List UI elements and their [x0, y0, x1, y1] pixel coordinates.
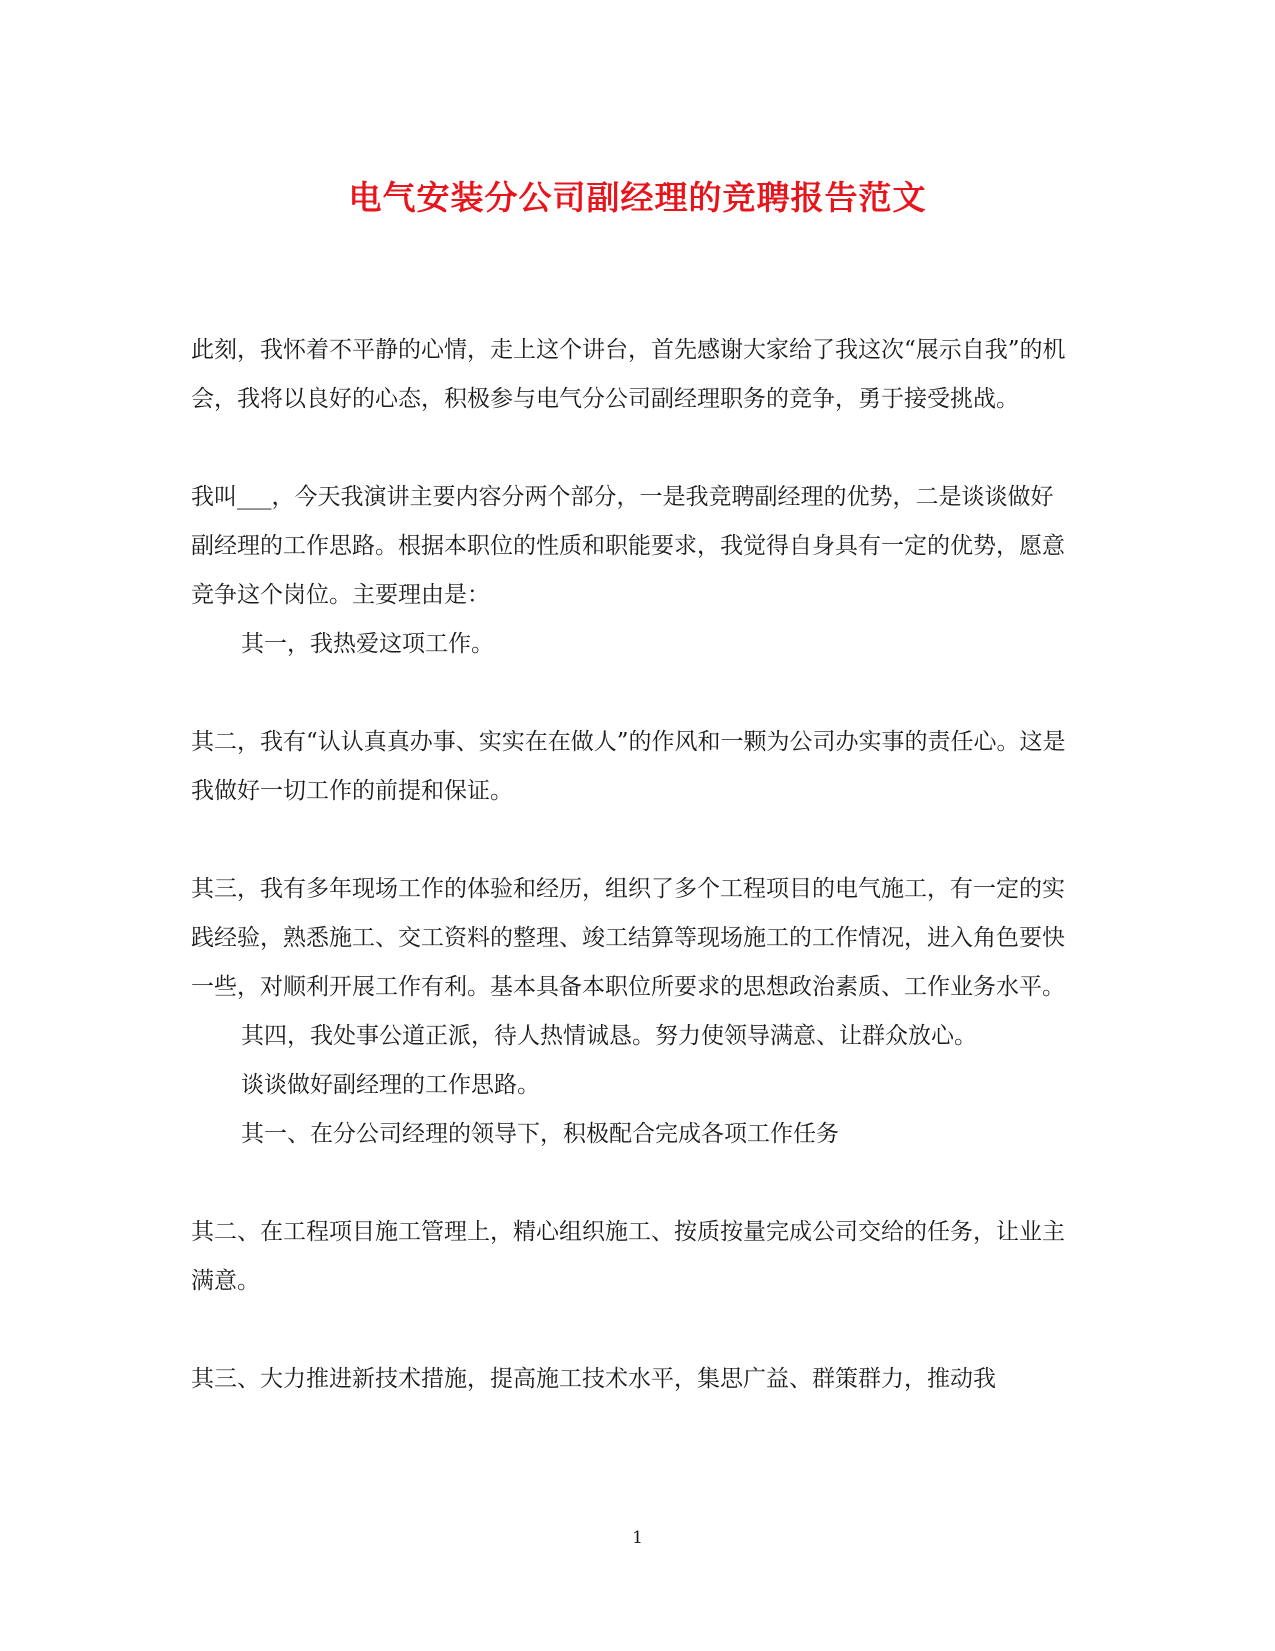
page-number: 1 — [632, 1528, 643, 1548]
paragraph-self-introduction: 我叫___，今天我演讲主要内容分两个部分，一是我竞聘副经理的优势，二是谈谈做好副经理的工作思路。根据本职位的性质和职能要求，我觉得自身具有一定的优势，愿意竞争这个岗位。主要理由是： — [191, 484, 1065, 608]
paragraph-point-four: 其四，我处事公道正派，待人热情诚恳。努力使领导满意、让群众放心。 — [241, 1023, 977, 1049]
paragraph-point-two: 其二，我有“认认真真办事、实实在在做人”的作风和一颗为公司办实事的责任心。这是我做好一切工作的前提和保证。 — [191, 729, 1066, 804]
paragraph-idea-one: 其一、在分公司经理的领导下，积极配合完成各项工作任务 — [241, 1121, 839, 1147]
paragraph-idea-three: 其三、大力推进新技术措施，提高施工技术水平，集思广益、群策群力，推动我 — [191, 1366, 996, 1392]
paragraph-point-one: 其一，我热爱这项工作。 — [241, 631, 494, 657]
paragraph-work-ideas-heading: 谈谈做好副经理的工作思路。 — [241, 1072, 540, 1098]
document-title: 电气安装分公司副经理的竞聘报告范文 — [348, 178, 927, 217]
paragraph-point-three: 其三，我有多年现场工作的体验和经历，组织了多个工程项目的电气施工，有一定的实践经验，熟悉施工、交工资料的整理、竣工结算等现场施工的工作情况，进入角色要快一些，对顺利开展工作有利。基本具备本职位所要求的思想政治素质、工作业务水平。 — [191, 876, 1065, 1000]
paragraph-intro: 此刻，我怀着不平静的心情，走上这个讲台，首先感谢大家给了我这次“展示自我”的机会，我将以良好的心态，积极参与电气分公司副经理职务的竞争，勇于接受挑战。 — [191, 337, 1066, 412]
paragraph-idea-two: 其二、在工程项目施工管理上，精心组织施工、按质按量完成公司交给的任务，让业主满意。 — [191, 1219, 1065, 1294]
document-body — [191, 326, 1071, 1404]
